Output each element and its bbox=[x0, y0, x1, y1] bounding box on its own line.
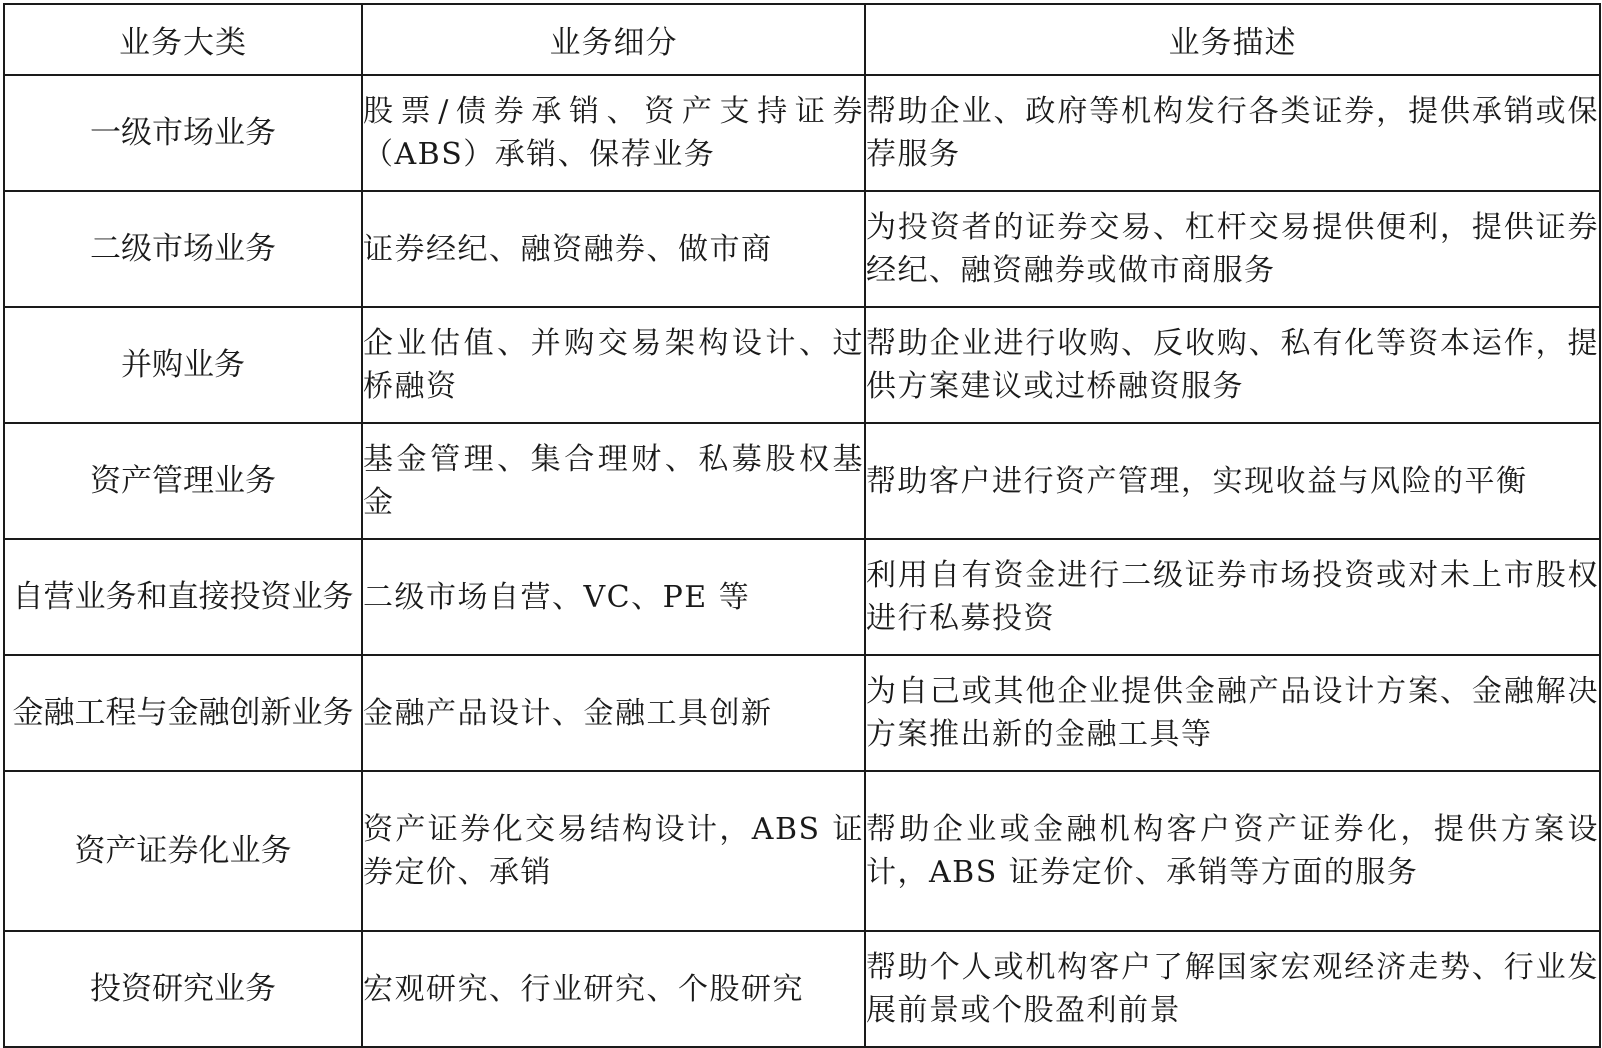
business-table bbox=[3, 3, 1601, 1048]
category-cell: 资产证券化业务 bbox=[4, 771, 362, 931]
description-cell: 帮助客户进行资产管理，实现收益与风险的平衡 bbox=[865, 423, 1600, 539]
category-cell: 资产管理业务 bbox=[4, 423, 362, 539]
subdivision-cell: 企业估值、并购交易架构设计、过桥融资 bbox=[362, 307, 865, 423]
table-row bbox=[4, 75, 1600, 191]
category-cell: 自营业务和直接投资业务 bbox=[4, 539, 362, 655]
description-cell: 帮助企业或金融机构客户资产证券化，提供方案设计，ABS 证券定价、承销等方面的服务 bbox=[865, 771, 1600, 931]
subdivision-cell: 证券经纪、融资融券、做市商 bbox=[362, 191, 865, 307]
description-cell: 利用自有资金进行二级证券市场投资或对未上市股权进行私募投资 bbox=[865, 539, 1600, 655]
subdivision-cell: 金融产品设计、金融工具创新 bbox=[362, 655, 865, 771]
header-subdivision: 业务细分 bbox=[362, 4, 865, 75]
table-row bbox=[4, 423, 1600, 539]
description-cell: 帮助企业、政府等机构发行各类证券，提供承销或保荐服务 bbox=[865, 75, 1600, 191]
table-header-row bbox=[4, 4, 1600, 75]
table-row bbox=[4, 191, 1600, 307]
category-cell: 二级市场业务 bbox=[4, 191, 362, 307]
table-row bbox=[4, 307, 1600, 423]
description-cell: 为投资者的证券交易、杠杆交易提供便利，提供证券经纪、融资融券或做市商服务 bbox=[865, 191, 1600, 307]
description-cell: 为自己或其他企业提供金融产品设计方案、金融解决方案推出新的金融工具等 bbox=[865, 655, 1600, 771]
table-row bbox=[4, 655, 1600, 771]
description-cell: 帮助个人或机构客户了解国家宏观经济走势、行业发展前景或个股盈利前景 bbox=[865, 931, 1600, 1047]
table-row bbox=[4, 771, 1600, 931]
category-cell: 一级市场业务 bbox=[4, 75, 362, 191]
category-cell: 金融工程与金融创新业务 bbox=[4, 655, 362, 771]
category-cell: 投资研究业务 bbox=[4, 931, 362, 1047]
subdivision-cell: 资产证券化交易结构设计，ABS 证券定价、承销 bbox=[362, 771, 865, 931]
subdivision-cell: 基金管理、集合理财、私募股权基金 bbox=[362, 423, 865, 539]
header-description: 业务描述 bbox=[865, 4, 1600, 75]
subdivision-cell: 宏观研究、行业研究、个股研究 bbox=[362, 931, 865, 1047]
table-row bbox=[4, 539, 1600, 655]
subdivision-cell: 股票/债券承销、资产支持证券（ABS）承销、保荐业务 bbox=[362, 75, 865, 191]
header-category: 业务大类 bbox=[4, 4, 362, 75]
category-cell: 并购业务 bbox=[4, 307, 362, 423]
description-cell: 帮助企业进行收购、反收购、私有化等资本运作，提供方案建议或过桥融资服务 bbox=[865, 307, 1600, 423]
subdivision-cell: 二级市场自营、VC、PE 等 bbox=[362, 539, 865, 655]
table-row bbox=[4, 931, 1600, 1047]
